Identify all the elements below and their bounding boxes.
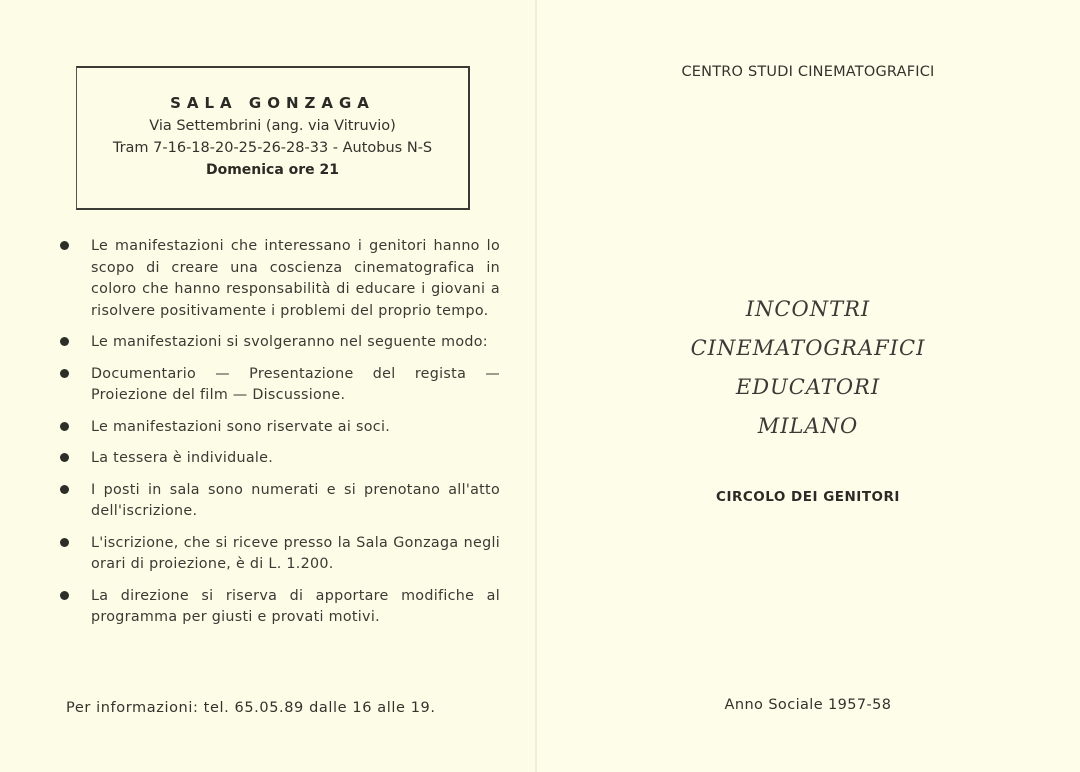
list-item (60, 533, 500, 576)
list-item-text: I posti in sala sono numerati e si prenotano all'atto dell'iscrizione. (91, 481, 500, 519)
venue-box (76, 66, 470, 210)
venue-title: SALA GONZAGA (170, 94, 375, 112)
title-line: EDUCATORI (735, 375, 881, 399)
title-line: INCONTRI (745, 297, 871, 321)
venue-address: Via Settembrini (ang. via Vitruvio) (149, 118, 396, 134)
list-item (60, 417, 500, 439)
list-item (60, 586, 500, 629)
main-title (536, 290, 1080, 446)
list-item-text: Documentario — Presentazione del regista — Proiezione del film — Discussione. (91, 365, 500, 403)
venue-transport: Tram 7-16-18-20-25-26-28-33 - Autobus N-S (112, 140, 433, 156)
list-item-text: Le manifestazioni sono riservate ai soci. (91, 418, 391, 435)
list-item (60, 236, 500, 322)
title-line: CINEMATOGRAFICI (690, 336, 926, 360)
list-item (60, 448, 500, 470)
list-item-text: La direzione si riserva di apportare modifiche al programma per giusti e provati motivi. (91, 587, 500, 625)
social-year: Anno Sociale 1957-58 (724, 697, 892, 713)
info-line: Per informazioni: tel. 65.05.89 dalle 16 alle 19. (66, 700, 436, 716)
list-item-text: Le manifestazioni si svolgeranno nel seguente modo: (91, 334, 488, 350)
rules-list (60, 236, 500, 639)
list-item-text: La tessera è individuale. (91, 450, 274, 466)
bullet-icon (60, 369, 69, 378)
bullet-icon (60, 591, 69, 600)
bullet-icon (60, 422, 69, 431)
subtitle: CIRCOLO DEI GENITORI (716, 489, 900, 505)
bullet-icon (60, 453, 69, 462)
organization-name: CENTRO STUDI CINEMATOGRAFICI (681, 64, 935, 80)
bullet-icon (60, 485, 69, 494)
list-item-text: L'iscrizione, che si riceve presso la Sala Gonzaga negli orari di proiezione, è di L. 1.200. (91, 534, 500, 572)
list-item (60, 480, 500, 523)
list-item (60, 364, 500, 407)
bullet-icon (60, 538, 69, 547)
list-item-text: Le manifestazioni che interessano i genitori hanno lo scopo di creare una coscienza cinematografica in coloro che hanno responsabilità di educare i giovani a risolvere positivamente i problemi del proprio tempo. (91, 238, 500, 319)
bullet-icon (60, 241, 69, 250)
title-line: MILANO (757, 414, 859, 438)
venue-schedule: Domenica ore 21 (205, 162, 340, 178)
bullet-icon (60, 337, 69, 346)
list-item (60, 332, 500, 354)
